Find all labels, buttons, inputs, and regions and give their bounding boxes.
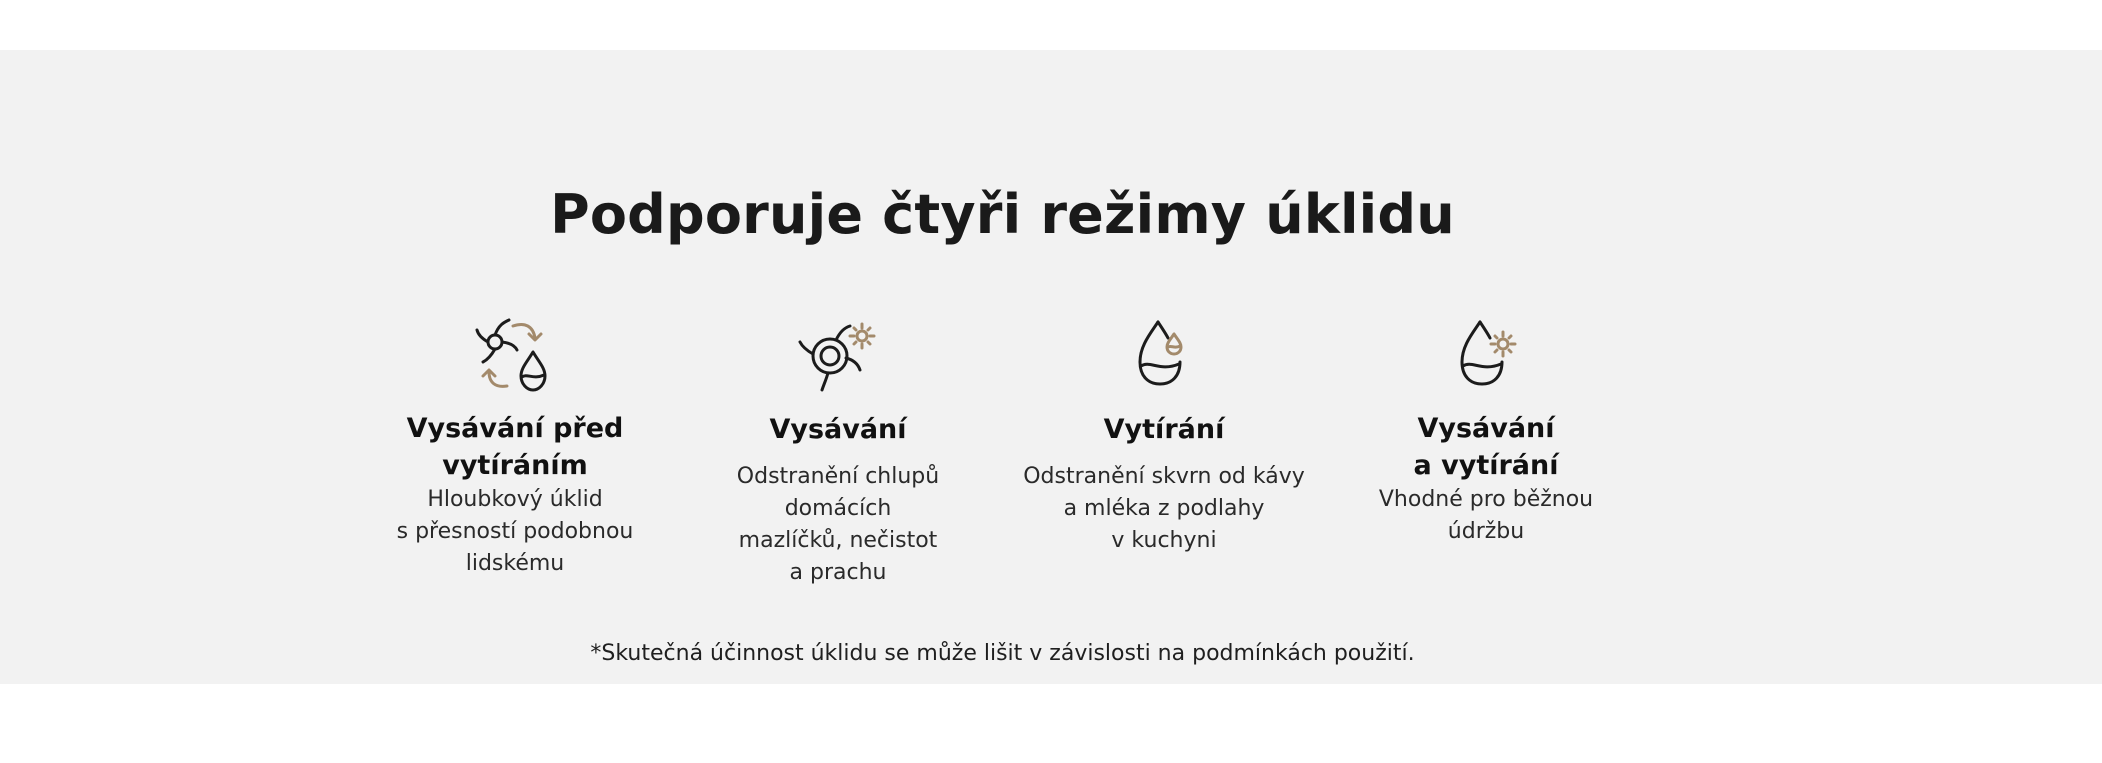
footnote: *Skutečná účinnost úklidu se může lišit v závislosti na podmínkách použití. [590, 641, 1415, 666]
mode-card-vacuum [688, 316, 988, 589]
mode-description: Hloubkový úklid s přesností podobnou lidskému [396, 487, 634, 576]
vacuum-brush-icon [796, 316, 880, 396]
mode-card-vacuum-and-mop [1336, 316, 1636, 548]
vacuum-then-mop-icon [473, 316, 557, 396]
mode-name: Vysávání [769, 414, 907, 445]
mode-card-vacuum-then-mop [365, 316, 665, 580]
mode-description: Odstranění skvrn od kávy a mléka z podlahy v kuchyni [1023, 464, 1305, 553]
mode-card-mop [1014, 316, 1314, 557]
section-title: Podporuje čtyři režimy úklidu [550, 183, 1455, 246]
vacuum-and-mop-icon [1444, 316, 1528, 396]
mode-name: Vysávání před vytíráním [406, 413, 624, 481]
mop-drop-icon [1122, 316, 1206, 396]
mode-name: Vytírání [1103, 414, 1225, 445]
mode-description: Odstranění chlupů domácích mazlíčků, nečistot a prachu [736, 464, 940, 585]
mode-description: Vhodné pro běžnou údržbu [1378, 487, 1594, 544]
mode-name: Vysávání a vytírání [1413, 413, 1559, 481]
